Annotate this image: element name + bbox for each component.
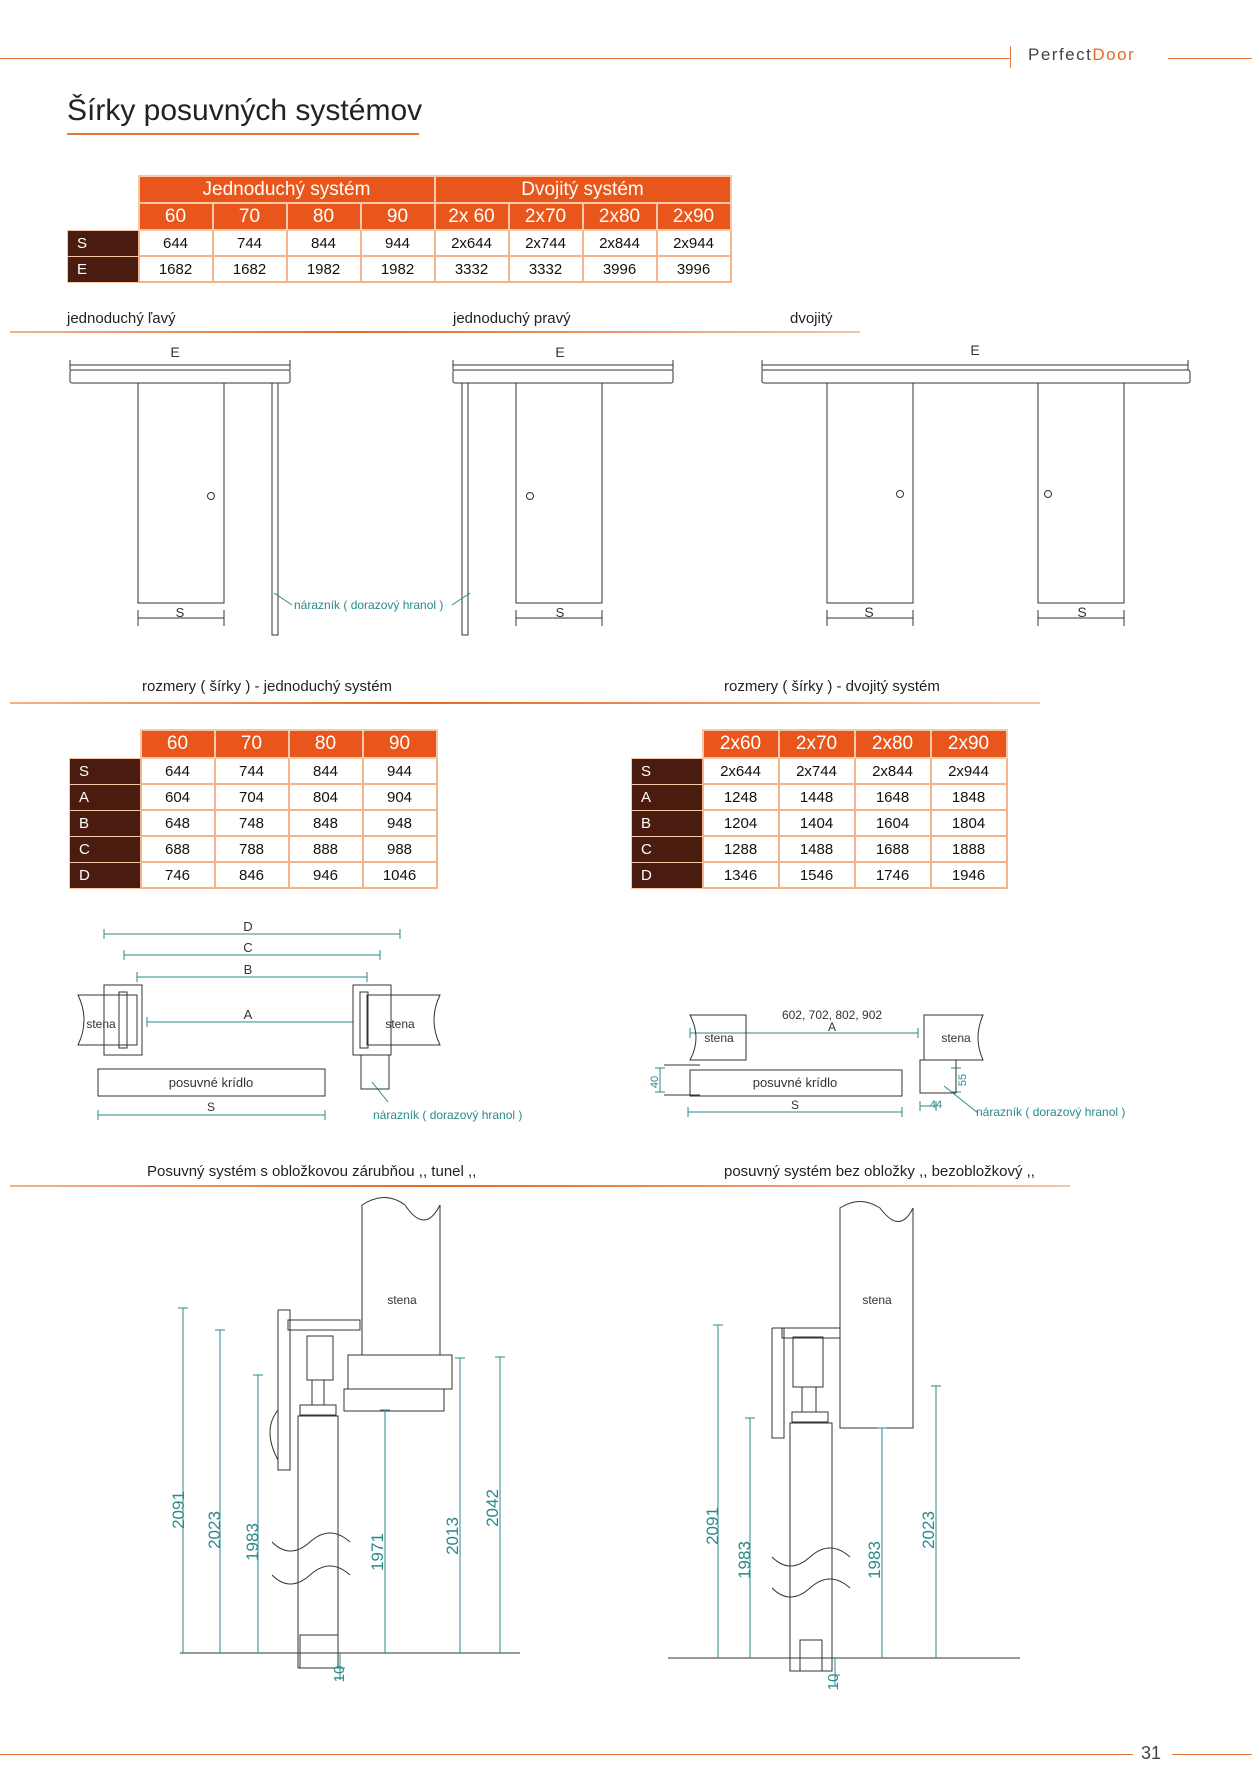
cell: 844 — [289, 758, 363, 784]
dims-single-table — [69, 729, 438, 889]
section-rule — [10, 702, 1040, 704]
cell: 948 — [363, 810, 437, 836]
col-header: 2x 60 — [435, 203, 509, 230]
bumper-label: nárazník ( dorazový hranol ) — [976, 1105, 1126, 1119]
cell: 944 — [361, 230, 435, 256]
cell: 904 — [363, 784, 437, 810]
cell: 1682 — [213, 256, 287, 282]
cell: 1404 — [779, 810, 855, 836]
cell: 2x644 — [435, 230, 509, 256]
height-dim: 1983 — [735, 1541, 754, 1579]
height-dim: 10 — [331, 1665, 348, 1683]
dim-b: B — [243, 962, 253, 977]
cell: 1746 — [855, 862, 931, 888]
col-header: 90 — [363, 730, 437, 758]
cell: 704 — [215, 784, 289, 810]
cell: 2x844 — [855, 758, 931, 784]
row-label: C — [70, 836, 141, 862]
col-header: 80 — [289, 730, 363, 758]
page-number: 31 — [1141, 1743, 1162, 1763]
cell: 1804 — [931, 810, 1007, 836]
table-row — [70, 836, 437, 862]
cell: 644 — [141, 758, 215, 784]
height-dim: 2091 — [703, 1507, 722, 1545]
label-double: dvojitý — [790, 310, 833, 327]
plan-view-diagram — [0, 910, 1252, 1130]
widths-table — [67, 175, 732, 283]
col-header: 70 — [213, 203, 287, 230]
label-single-right: jednoduchý pravý — [453, 310, 571, 327]
col-header: 70 — [215, 730, 289, 758]
height-dim: 10 — [825, 1673, 842, 1691]
leaf-label: posuvné krídlo — [168, 1075, 254, 1090]
cell: 3996 — [583, 256, 657, 282]
wall-label: stena — [941, 1031, 971, 1045]
height-dim: 1983 — [865, 1541, 884, 1579]
cell: 1546 — [779, 862, 855, 888]
dim-s: S — [790, 1098, 800, 1112]
table-row — [632, 758, 1007, 784]
cell: 788 — [215, 836, 289, 862]
table-row — [632, 784, 1007, 810]
cell: 946 — [289, 862, 363, 888]
cell: 2x744 — [779, 758, 855, 784]
section-diagram — [0, 1190, 1252, 1710]
footer-rule-right — [1172, 1754, 1252, 1755]
dim-e: E — [970, 342, 980, 358]
label-frameless: posuvný systém bez obložky ,, bezobložkový ,, — [724, 1163, 1035, 1180]
cell: 3332 — [435, 256, 509, 282]
wall-label: stena — [862, 1293, 892, 1307]
cell: 1604 — [855, 810, 931, 836]
cell: 688 — [141, 836, 215, 862]
bumper-label: nárazník ( dorazový hranol ) — [373, 1108, 523, 1122]
row-label: C — [632, 836, 703, 862]
table-row — [68, 256, 731, 282]
height-dim: 2023 — [919, 1511, 938, 1549]
cell: 1682 — [139, 256, 213, 282]
col-header: 60 — [139, 203, 213, 230]
cell: 1688 — [855, 836, 931, 862]
header-tick — [1010, 46, 1011, 68]
col-header: 2x80 — [855, 730, 931, 758]
cell: 846 — [215, 862, 289, 888]
cell: 644 — [139, 230, 213, 256]
col-header: 80 — [287, 203, 361, 230]
cell: 1888 — [931, 836, 1007, 862]
cell: 2x644 — [703, 758, 779, 784]
widths-label: 602, 702, 802, 902 — [781, 1008, 883, 1022]
dim-a: A — [243, 1007, 253, 1022]
cell: 748 — [215, 810, 289, 836]
cell: 848 — [289, 810, 363, 836]
cell: 2x944 — [657, 230, 731, 256]
cell: 1288 — [703, 836, 779, 862]
table-row — [70, 758, 437, 784]
cell: 648 — [141, 810, 215, 836]
row-label: A — [70, 784, 141, 810]
cell: 2x844 — [583, 230, 657, 256]
row-label: S — [632, 758, 703, 784]
cell: 1648 — [855, 784, 931, 810]
table-row — [70, 784, 437, 810]
header-rule-right — [1168, 58, 1252, 59]
height-dim: 2091 — [169, 1491, 188, 1529]
wall-label: stena — [385, 1017, 415, 1031]
row-label: D — [632, 862, 703, 888]
cell: 3332 — [509, 256, 583, 282]
row-label: S — [68, 230, 139, 256]
brand-logo — [1028, 45, 1135, 65]
cell: 744 — [213, 230, 287, 256]
label-single-left: jednoduchý ľavý — [67, 310, 176, 327]
dim-44: 44 — [929, 1099, 943, 1111]
door-elevation-diagram — [0, 340, 1252, 640]
dim-40: 40 — [649, 1075, 661, 1089]
table-row — [632, 836, 1007, 862]
table-row — [70, 862, 437, 888]
row-label: A — [632, 784, 703, 810]
height-dim: 2013 — [443, 1517, 462, 1555]
wall-label: stena — [86, 1017, 116, 1031]
table-row — [632, 862, 1007, 888]
section-rule — [10, 331, 860, 333]
height-dim: 1971 — [368, 1533, 387, 1571]
cell: 804 — [289, 784, 363, 810]
label-tunnel: Posuvný systém s obložkovou zárubňou ,, tunel ,, — [147, 1163, 477, 1180]
title-underline — [67, 133, 419, 135]
col-header: 2x70 — [779, 730, 855, 758]
dim-e: E — [170, 344, 180, 360]
row-label: S — [70, 758, 141, 784]
col-header: 60 — [141, 730, 215, 758]
brand-part2: Door — [1092, 45, 1136, 64]
dim-55: 55 — [957, 1073, 969, 1087]
table-row — [632, 810, 1007, 836]
cell: 1046 — [363, 862, 437, 888]
row-label: B — [632, 810, 703, 836]
label-dims-double: rozmery ( šírky ) - dvojitý systém — [724, 678, 940, 695]
cell: 1946 — [931, 862, 1007, 888]
cell: 1488 — [779, 836, 855, 862]
dim-s: S — [1077, 604, 1087, 620]
brand-part1: Perfect — [1028, 45, 1093, 64]
dims-double-table — [631, 729, 1008, 889]
dim-e: E — [555, 344, 565, 360]
height-dim: 1983 — [243, 1523, 262, 1561]
label-dims-single: rozmery ( šírky ) - jednoduchý systém — [142, 678, 393, 695]
dim-a: A — [827, 1020, 837, 1034]
bumper-label: nárazník ( dorazový hranol ) — [294, 598, 444, 612]
cell: 746 — [141, 862, 215, 888]
header-rule-left — [0, 58, 1010, 59]
row-label: D — [70, 862, 141, 888]
col-header: 2x70 — [509, 203, 583, 230]
cell: 744 — [215, 758, 289, 784]
dim-c: C — [243, 940, 253, 955]
dim-s: S — [555, 605, 565, 620]
row-label: B — [70, 810, 141, 836]
footer-rule-left — [0, 1754, 1133, 1755]
cell: 844 — [287, 230, 361, 256]
leaf-label: posuvné krídlo — [752, 1075, 838, 1090]
cell: 1346 — [703, 862, 779, 888]
cell: 2x944 — [931, 758, 1007, 784]
cell: 988 — [363, 836, 437, 862]
cell: 1982 — [361, 256, 435, 282]
col-header: 90 — [361, 203, 435, 230]
group-header-double: Dvojitý systém — [435, 176, 731, 203]
table-row — [68, 230, 731, 256]
col-header: 2x80 — [583, 203, 657, 230]
cell: 3996 — [657, 256, 731, 282]
dim-s: S — [206, 1100, 216, 1114]
cell: 1848 — [931, 784, 1007, 810]
dim-d: D — [243, 919, 253, 934]
cell: 604 — [141, 784, 215, 810]
cell: 1204 — [703, 810, 779, 836]
cell: 2x744 — [509, 230, 583, 256]
wall-label: stena — [704, 1031, 734, 1045]
col-header: 2x90 — [657, 203, 731, 230]
cell: 944 — [363, 758, 437, 784]
section-rule — [10, 1185, 1070, 1187]
wall-label: stena — [387, 1293, 417, 1307]
height-dim: 2023 — [205, 1511, 224, 1549]
col-header: 2x60 — [703, 730, 779, 758]
col-header: 2x90 — [931, 730, 1007, 758]
dim-s: S — [175, 605, 185, 620]
page-title: Šírky posuvných systémov — [67, 94, 423, 127]
row-label: E — [68, 256, 139, 282]
height-dim: 2042 — [483, 1489, 502, 1527]
cell: 1248 — [703, 784, 779, 810]
cell: 1982 — [287, 256, 361, 282]
table-row — [70, 810, 437, 836]
cell: 1448 — [779, 784, 855, 810]
cell: 888 — [289, 836, 363, 862]
group-header-single: Jednoduchý systém — [139, 176, 435, 203]
dim-s: S — [864, 604, 874, 620]
